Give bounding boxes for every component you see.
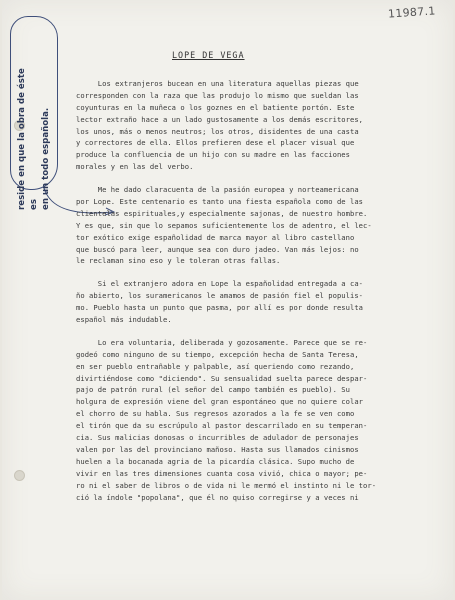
body-text-line: godeó como ninguno de su tiempo, excepción hecha de Santa Teresa, [76, 349, 359, 359]
margin-note-line: en un todo española. [41, 107, 51, 210]
paragraph-gap [76, 267, 446, 278]
body-text-line: mo. Pueblo hasta un punto que pasma, por allí es por donde resulta [76, 303, 364, 313]
body-text-line: divirtiéndose como "diciendo". Su sensualidad suelta parece despar- [76, 373, 368, 383]
body-text-line: morales y en las del verbo. [76, 162, 194, 172]
body-text-line: y correctores de ella. Ellos prefieren dese el placer visual que [76, 138, 355, 148]
paragraph-gap [76, 173, 446, 184]
handwritten-margin-note [16, 60, 62, 210]
body-text-line: huelen a la bocanada agria de la picardía clásica. Supo mucho de [76, 456, 355, 466]
document-title: LOPE DE VEGA [172, 50, 245, 60]
body-text-line: vivir en las tres dimensiones cuanta cosa vivió, chica o mayor; pe- [76, 468, 368, 478]
document-page [2, 0, 453, 600]
body-text-line: valen por las del provinciano mañoso. Hasta sus llamados cinismos [76, 444, 359, 454]
body-text-line: ció la índole "popolana", que él no quiso corregirse y a veces ni [76, 492, 359, 502]
archive-reference-number: 11987.1 [387, 4, 436, 21]
body-text-line: pajo de patrón rural (el señor del campo también es pueblo). Su [76, 385, 350, 395]
body-text-line: por Lope. Este centenario es tanto una fiesta española como de las [76, 197, 364, 207]
margin-note-line: reside en que la obra de éste es [17, 68, 39, 210]
body-text-line: español más indudable. [76, 315, 172, 325]
body-text-line: coyunturas en la muñeca o los goznes en el batiente portón. Este [76, 102, 355, 112]
body-text-line: Lo era voluntaria, deliberada y gozosamente. Parece que se re- [76, 337, 368, 347]
body-text-line: que buscó para leer, aunque sea con duro jadeo. Van más lejos: no [76, 244, 359, 254]
body-text-line: produce la confluencia de un hijo con su madre en las facciones [76, 150, 350, 160]
body-text-line: Y es que, sin que lo sepamos suficientemente los de adentro, el lec- [76, 220, 372, 230]
punch-hole [14, 470, 25, 481]
body-text-line: el chorro de su habla. Sus regresos azorados a la fe se ven como [76, 409, 355, 419]
paragraph-gap [76, 326, 446, 337]
body-text-line: los unos, más o menos neutros; los otros, disidentes de una casta [76, 126, 359, 136]
body-text-line: el tirón que da su escrúpulo al pastor descarrilado en su temperan- [76, 421, 368, 431]
body-text-line: Si el extranjero adora en Lope la españolidad entregada a ca- [76, 279, 364, 289]
document-body [76, 78, 446, 503]
body-text-line: le reclaman sino eso y le toleran otras fallas. [76, 256, 281, 266]
body-text-line: Los extranjeros bucean en una literatura aquellas piezas que [76, 79, 359, 88]
body-text-line: holgura de expresión viene del gran espontáneo que no quiere colar [76, 397, 364, 407]
body-text-line: clientelas espirituales,y especialmente sajonas, de nuestro hombre. [76, 208, 368, 218]
body-text-line: ño abierto, los suramericanos le amamos de pasión fiel el populis- [76, 291, 364, 301]
body-text-line: en ser pueblo entrañable y palpable, así queriendo como rezando, [76, 361, 355, 371]
body-text-line: Me he dado claracuenta de la pasión europea y norteamericana [76, 185, 359, 195]
body-text-line: tor exótico exige españolidad de marca mayor al libro castellano [76, 232, 355, 242]
body-text-line: ro ni el saber de libros o de vida ni le mermó el instinto ni le tor- [76, 480, 377, 490]
body-text-line: lector extraño hace a un lado gustosamente a los demás escritores, [76, 114, 364, 124]
body-text-line: corresponden con la raza que las produjo lo mismo que sueldan las [76, 90, 359, 100]
body-text-line: cia. Sus malicias donosas o incurribles de adulador de personajes [76, 433, 359, 443]
